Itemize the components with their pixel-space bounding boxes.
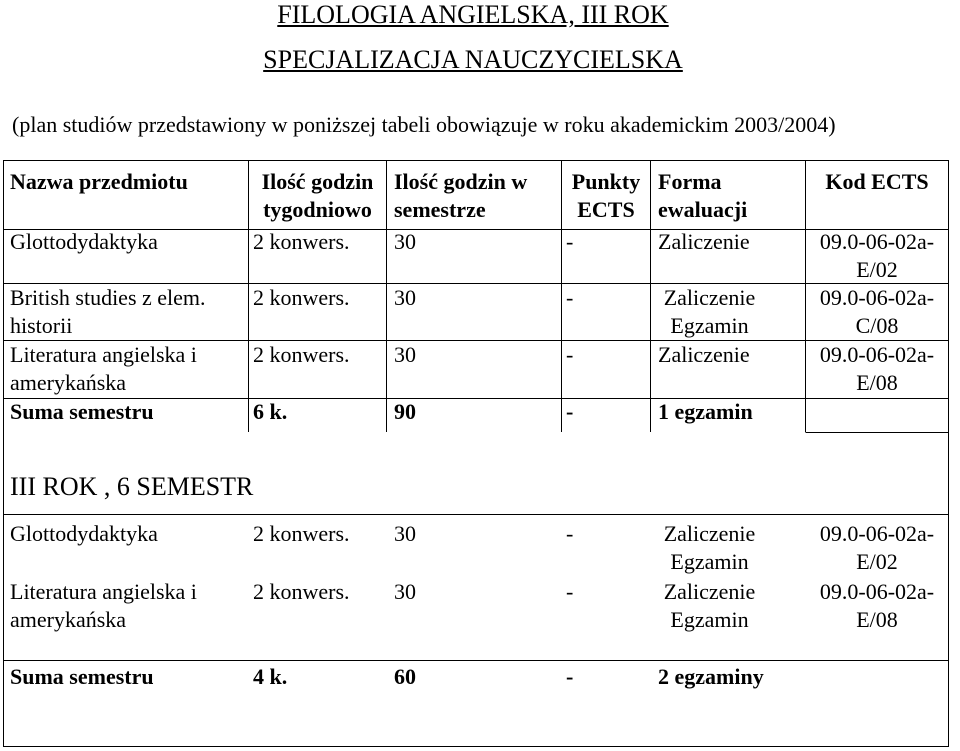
header-semester (394, 168, 527, 224)
sum-hours: 60 (394, 664, 416, 689)
header-weekly-line1: Ilość godzin (261, 169, 374, 194)
sum-weekly: 4 k. (253, 664, 288, 689)
table-row-name (10, 284, 206, 340)
sum-hours: 90 (394, 399, 416, 424)
code-line1: 09.0-06-02a- (819, 342, 935, 367)
table-row-name: Glottodydaktyka (10, 229, 158, 254)
form-line1: Zaliczenie (663, 521, 756, 546)
section-heading: III ROK , 6 SEMESTR (10, 472, 254, 501)
table-row-hours: 30 (394, 521, 416, 546)
code-line1: 09.0-06-02a- (819, 521, 935, 546)
code-line1: 09.0-06-02a- (819, 229, 935, 254)
name-line2: amerykańska (10, 370, 127, 395)
form-line2: Egzamin (670, 313, 749, 338)
table-row-points: - (566, 579, 574, 604)
table-row-code (806, 341, 948, 397)
form-line1: Zaliczenie (663, 285, 756, 310)
code-line2: E/02 (856, 257, 898, 282)
header-semester-line1: Ilość godzin w (394, 169, 528, 194)
name-line1: Literatura angielska i (10, 342, 197, 367)
sum-label: Suma semestru (10, 664, 154, 689)
table-row-form (651, 520, 768, 576)
plan-note: (plan studiów przedstawiony w poniższej tabeli obowiązuje w roku akademickim 2003/2004) (12, 112, 836, 137)
code-line2: E/08 (856, 370, 898, 395)
sum-points: - (566, 399, 574, 424)
header-form (658, 168, 747, 224)
table-row-weekly: 2 konwers. (253, 342, 350, 367)
table-row-code (806, 228, 948, 284)
table-row-name (10, 578, 197, 634)
header-code: Kod ECTS (825, 169, 929, 194)
table-row-form: Zaliczenie (658, 229, 750, 254)
header-weekly (249, 168, 386, 224)
header-points-line1: Punkty (571, 169, 641, 194)
table-row-form: Zaliczenie (658, 342, 750, 367)
document-subtitle: SPECJALIZACJA NAUCZYCIELSKA (263, 45, 683, 74)
sum-label: Suma semestru (10, 399, 154, 424)
header-semester-line2: semestrze (394, 197, 486, 222)
name-line2: historii (10, 313, 73, 338)
table-row-points: - (566, 521, 574, 546)
name-line1: British studies z elem. (10, 285, 206, 310)
table-row-name (10, 341, 197, 397)
table-row-points: - (566, 285, 574, 310)
table-row-code (806, 578, 948, 634)
table-row-hours: 30 (394, 342, 416, 367)
table-row-points: - (566, 229, 574, 254)
header-points-line2: ECTS (577, 197, 635, 222)
table-row-hours: 30 (394, 229, 416, 254)
sum-points: - (566, 664, 574, 689)
sum-form: 2 egzaminy (658, 664, 764, 689)
header-name: Nazwa przedmiotu (10, 169, 188, 194)
table-row-weekly: 2 konwers. (253, 229, 350, 254)
header-weekly-line2: tygodniowo (263, 197, 372, 222)
form-line1: Zaliczenie (663, 579, 756, 604)
header-form-line1: Forma (658, 169, 722, 194)
table-row-code (806, 284, 948, 340)
table-row-form (651, 284, 768, 340)
header-form-line2: ewaluacji (658, 197, 748, 222)
table-row-weekly: 2 konwers. (253, 521, 350, 546)
table-row-hours: 30 (394, 579, 416, 604)
table-row-weekly: 2 konwers. (253, 579, 350, 604)
name-line1: Literatura angielska i (10, 579, 197, 604)
header-points (562, 168, 650, 224)
code-line1: 09.0-06-02a- (819, 579, 935, 604)
table-row-points: - (566, 342, 574, 367)
code-line2: C/08 (855, 313, 899, 338)
name-line2: amerykańska (10, 607, 127, 632)
table-row-name: Glottodydaktyka (10, 521, 158, 546)
document-title: FILOLOGIA ANGIELSKA, III ROK (277, 0, 669, 29)
table-row-form (651, 578, 768, 634)
table-row-weekly: 2 konwers. (253, 285, 350, 310)
form-line2: Egzamin (670, 607, 749, 632)
form-line2: Egzamin (670, 549, 749, 574)
table-row-hours: 30 (394, 285, 416, 310)
code-line1: 09.0-06-02a- (819, 285, 935, 310)
sum-weekly: 6 k. (253, 399, 288, 424)
code-line2: E/08 (856, 607, 898, 632)
sum-form: 1 egzamin (658, 399, 753, 424)
code-line2: E/02 (856, 549, 898, 574)
table-row-code (806, 520, 948, 576)
